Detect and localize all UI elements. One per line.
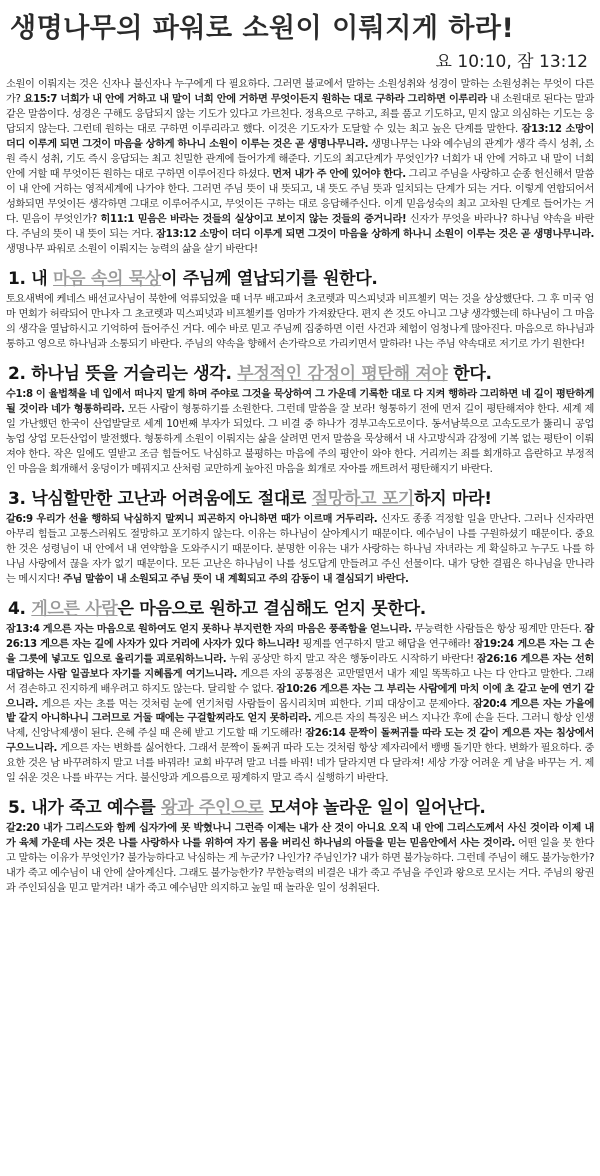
body-text: 누워 공상만 하지 말고 작은 행동이라도 시작하기 바란다! bbox=[226, 653, 477, 665]
section-heading bbox=[8, 484, 594, 509]
scripture-quote: 잠19:24 게으른 자는 그 손을 그릇에 넣고도 입으로 올리기를 괴로워하느니라. bbox=[6, 638, 594, 665]
body-text: 소원이 이뤄지는 것은 신자나 불신자나 누구에게 다 필요하다. 그러면 불교에서 말하는 소원성취와 성경이 말하는 소원성취는 무엇이 다른가? bbox=[6, 79, 594, 105]
section-heading bbox=[8, 793, 594, 818]
section-body bbox=[6, 513, 594, 588]
heading-highlight: 부정적인 감정이 평탄해 져야 bbox=[237, 363, 448, 384]
body-text: 신자도 종종 걱정할 일을 만난다. 그러나 신자라면 아무리 힘들고 고통스러워도 절망하고 포기하지 않는다. 이유는 하나님이 살아계시기 때문이다. 예수님이 나를 구원하셨기 때문이다. 중요한 것은 성령님이 내 안에서 내 연약함을 도와주시기 때문이다. 분명한 이유는 내가 사랑하는 하나님 자녀라는 게 확실하고 누구도 나를 하나님 사랑에서 끊을 자가 없기 때문이다. 모든 고난은 하나님이 나를 성도답게 만들려고 주신 선물이다. 내가 당한 결핍은 하나님을 만나라는 메시지다! bbox=[6, 513, 594, 585]
heading-highlight: 게으른 사람 bbox=[31, 598, 118, 619]
intro-paragraph bbox=[6, 78, 594, 258]
scripture-quote: 잠26:16 게으른 자는 선히 대답하는 사람 일곱보다 자기를 지혜롭게 여기느니라. bbox=[6, 653, 594, 680]
heading-text: 4. bbox=[8, 598, 32, 619]
heading-text: 은 마음으로 원하고 결심해도 얻지 못한다. bbox=[117, 598, 426, 619]
heading-text: 3. 낙심할만한 고난과 어려움에도 절대로 bbox=[8, 488, 312, 509]
scripture-quote: 갈2:20 내가 그리스도와 함께 십자가에 못 박혔나니 그런즉 이제는 내가 산 것이 아니요 오직 내 안에 그리스도께서 사신 것이라 이제 내가 육체 가운데 사는 것은 나를 사랑하사 나를 위하여 자기 몸을 버리신 하나님의 아들을 믿는 믿음안에서 사는 것이라. bbox=[6, 823, 594, 850]
body-text: 내 소원대로 된다는 말과 같은 말씀이다. 성경은 구해도 응답되지 않는 기도가 있다고 가르친다. 정욕으로 구하고, 죄를 품고 기도하고, 믿지 않고 의심하는 기도는 응답되지 않는다. 그런데 원하는 대로 구하면 이루리라고 했다. 이것은 기도자가 도달할 수 있는 최고 높은 단계를 말한다. bbox=[6, 93, 594, 135]
heading-highlight: 마음 속의 묵상 bbox=[53, 268, 162, 289]
section-body bbox=[6, 388, 594, 478]
scripture-quote: 잠26:14 문짝이 돌쩌귀를 따라 도는 것 같이 게으른 자는 침상에서 구으느니라. bbox=[6, 728, 594, 755]
heading-text: 한다. bbox=[447, 363, 492, 384]
scripture-quote: 주님 말씀이 내 소원되고 주님 뜻이 내 계획되고 주의 감동이 내 결심되기 바란다. bbox=[62, 573, 409, 585]
sermon-sections bbox=[6, 264, 594, 898]
body-text: 생명나무는 나와 예수님의 관계가 생각 즉시 성취, 소원 즉시 성취, 기도 즉시 응답되는 최고 친밀한 관계에 들어가게 해준다. 기도의 최고단계가 무엇인가? 너희가 내 안에 거하고 내 말이 너희 안에 거할 때 무엇이든 원하는 대로 구하면 이루어진다 하셨다. bbox=[6, 138, 594, 180]
section-body bbox=[6, 822, 594, 897]
heading-text: 이 주님께 열납되기를 원한다. bbox=[161, 268, 378, 289]
body-text: 게으른 자는 변화를 싫어한다. 그래서 문짝이 돌쩌귀 따라 도는 것처럼 항상 제자리에서 뱅뱅 돌기만 한다. 변화가 필요하다. 중요한 것은 남 바꾸려하지 말고 너를 바꿔라! 교회 바꾸려 말고 너를 바꿔! 네가 달라지면 다 달라져! 세상 가장 어려운 게 남을 바꾸는 거. 제일 쉬운 것은 나를 바꾸는 거다. 불신앙과 게으름으로 핑계하지 말고 즉시 실행하기 바란다. bbox=[6, 743, 594, 785]
scripture-quote: 히11:1 믿음은 바라는 것들의 실상이고 보이지 않는 것들의 증거니라! bbox=[100, 213, 407, 225]
body-text: 핑계를 연구하지 말고 해답을 연구해라! bbox=[299, 638, 474, 650]
body-text: 게으른 자의 공통점은 교만떨면서 내가 제일 똑똑하고 나는 다 안다고 말한다. 그래서 겸손하고 진지하게 배우려고 하지도 않는다. 달리할 수 없다. bbox=[6, 668, 594, 695]
section-heading bbox=[8, 594, 594, 619]
scripture-quote: 잠13:12 소망이 더디 이루게 되면 그것이 마음을 상하게 하나니 소원이 이루는 것은 곧 생명나무니라. bbox=[156, 228, 594, 240]
section-heading bbox=[8, 264, 594, 289]
scripture-reference: 요 10:10, 잠 13:12 bbox=[435, 52, 588, 72]
section-body bbox=[6, 623, 594, 788]
body-text: 어떤 일을 못 한다고 말하는 이유가 무엇인가? 불가능하다고 낙심하는 게 누군가? 나인가? 주님인가? 내가 하면 불가능하다. 그런데 주님이 해도 불가능한가? 내가 죽고 예수님이 내 안에 살아계신다. 그래도 불가능한가? 무한능력의 비결은 내가 죽고 주님을 주인과 왕으로 모시는 거다. 주님의 왕권과 주인되심을 믿고 맡겨라! 내가 죽고 예수님만 의지하고 높일 때 놀라운 일이 성취된다. bbox=[6, 838, 594, 895]
scripture-quote: 잠13:4 게으른 자는 마음으로 원하여도 얻지 못하나 부지런한 자의 마음은 풍족함을 얻느니라. bbox=[6, 623, 412, 635]
body-text: 그리고 주님을 사랑하고 순종 헌신해서 말씀이 내 안에 거하는 영적세계에 나가야 한다. 그러면 주님 뜻이 내 뜻되고, 내 뜻도 주님 뜻과 일치되는 단계가 되는 거다. 이렇게 연합되어서 성화되면 무엇이든 생각하면 그대로 이루어주시고, 무엇이든 구하는 대로 응답해주신다. 이게 믿음성숙의 최고 고차원 단계로 들어가는 거다. 믿음이 무엇인가? bbox=[6, 168, 594, 225]
body-text: 모든 사람이 형통하기를 소원한다. 그런데 말씀을 잘 보라! 형통하기 전에 먼저 길이 평탄해져야 한다. 세계 제일 가난했던 한국이 산업발달로 세계 10번째 부자가 되었다. 그 비결 중 하나가 경부고속도로이다. 동서남북으로 고속도로가 뚫리니 공업 농업 상업 모든산업이 발전했다. 형통하게 소원이 이뤄지는 삶을 살려면 먼저 말씀을 묵상해서 내 사고방식과 감정에 기복 없는 평탄이 이뤄져야 한다. 작은 일에도 열받고 조금 힘들어도 낙심하고 불평하는 마음에 주의 평안이 와야 한다. 거리끼는 죄를 회개하고 음란하고 부정적인 마음을 회개해서 웅덩이가 메꿔지고 산처럼 교만하게 높아진 마음을 회개로 자아를 깨트려서 평탄해지기 바란다. bbox=[6, 403, 594, 475]
section-heading bbox=[8, 359, 594, 384]
scripture-quote: 잠13:12 소망이 더디 이루게 되면 그것이 마음을 상하게 하나니 소원이 이루는 것은 곧 생명나무니라. bbox=[6, 123, 594, 150]
scripture-quote: 요15:7 너희가 내 안에 거하고 내 말이 너희 안에 거하면 무엇이든지 원하는 대로 구하라 그리하면 이루리라 bbox=[23, 93, 487, 105]
heading-text: 2. 하나님 뜻을 거슬리는 생각. bbox=[8, 363, 238, 384]
section-body bbox=[6, 293, 594, 353]
body-text: 생명나무 파워로 소원이 이뤄지는 능력의 삶을 살기 바란다! bbox=[6, 243, 258, 255]
body-text: 게으른 자의 특징은 버스 지나간 후에 손을 든다. 그러니 항상 인생낙제, 신앙낙제생이 된다. 은혜 주실 때 은혜 받고 기도할 때 기도해라! bbox=[6, 713, 594, 740]
scripture-quote: 갈6:9 우리가 선을 행하되 낙심하지 말찌니 피곤하지 아니하면 때가 이르매 거두리라. bbox=[6, 513, 378, 525]
body-text: 무능력한 사람들은 항상 핑계만 만든다. bbox=[411, 623, 585, 635]
heading-highlight: 왕과 주인으로 bbox=[161, 798, 264, 819]
heading-text: 하지 마라! bbox=[414, 488, 492, 509]
scripture-quote: 잠10:26 게으른 자는 그 부리는 사람에게 마치 이에 초 같고 눈에 연기 같으니라. bbox=[6, 683, 594, 710]
heading-text: 5. 내가 죽고 예수를 bbox=[8, 798, 162, 819]
heading-text: 모셔야 놀라운 일이 일어난다. bbox=[263, 798, 486, 819]
body-text: 토요새벽에 케네스 배선교사님이 북한에 억류되었을 때 너무 배고파서 초코렛과 믹스피넛과 비프첼키 먹는 것을 상상했단다. 그 후 미국 엄마 면회가 허락되어 만나자 그 초코렛과 믹스피넛과 비프첼키를 엄마가 가져왔단다. 편지 쓴 것도 아니고 그냥 생각했는데 하나님이 그 마음의 생각을 열납하시고 기억하여 들어주신 거다. 예수 바로 믿고 주님께 집중하면 이런 사건과 체험이 엄청나게 많아진다. 마음으로 하나님과 통하고 영으로 하나님과 소통되기 바란다. 주님의 약속을 향해서 손가락으로 가리키면서 말하라! 나는 주님 약속대로 저기로 가기 원한다! bbox=[6, 293, 594, 350]
heading-highlight: 절망하고 포기 bbox=[311, 488, 415, 509]
page-title: 생명나무의 파워로 소원이 이뤄지게 하라! bbox=[10, 13, 515, 44]
scripture-quote: 먼저 내가 주 안에 있어야 한다. bbox=[272, 168, 406, 180]
heading-text: 1. 내 bbox=[8, 268, 54, 289]
scripture-quote: 잠20:4 게으른 자는 가을에 밭 갈지 아니하나니 그러므로 거둘 때에는 구걸할찌라도 얻지 못하리라. bbox=[6, 698, 595, 725]
scripture-quote: 잠26:13 게으른 자는 길에 사자가 있다 거리에 사자가 있다 하느니라! bbox=[6, 623, 594, 650]
body-text: 게으른 자는 초를 먹는 것처럼 눈에 연기처럼 사람들이 몹시리치며 피한다. 기피 대상이고 문제아다. bbox=[38, 698, 474, 710]
scripture-quote: 수1:8 이 율법책을 네 입에서 떠나지 말게 하며 주야로 그것을 묵상하여 그 가운데 기록한 대로 다 지켜 행하라 그리하면 네 길이 평탄하게 될 것이라 네가 형통하리라. bbox=[6, 388, 594, 415]
body-text: 신자가 무엇을 바라나? 하나님 약속을 바란다. 주님의 뜻이 내 뜻이 되는 거다. bbox=[6, 213, 594, 240]
